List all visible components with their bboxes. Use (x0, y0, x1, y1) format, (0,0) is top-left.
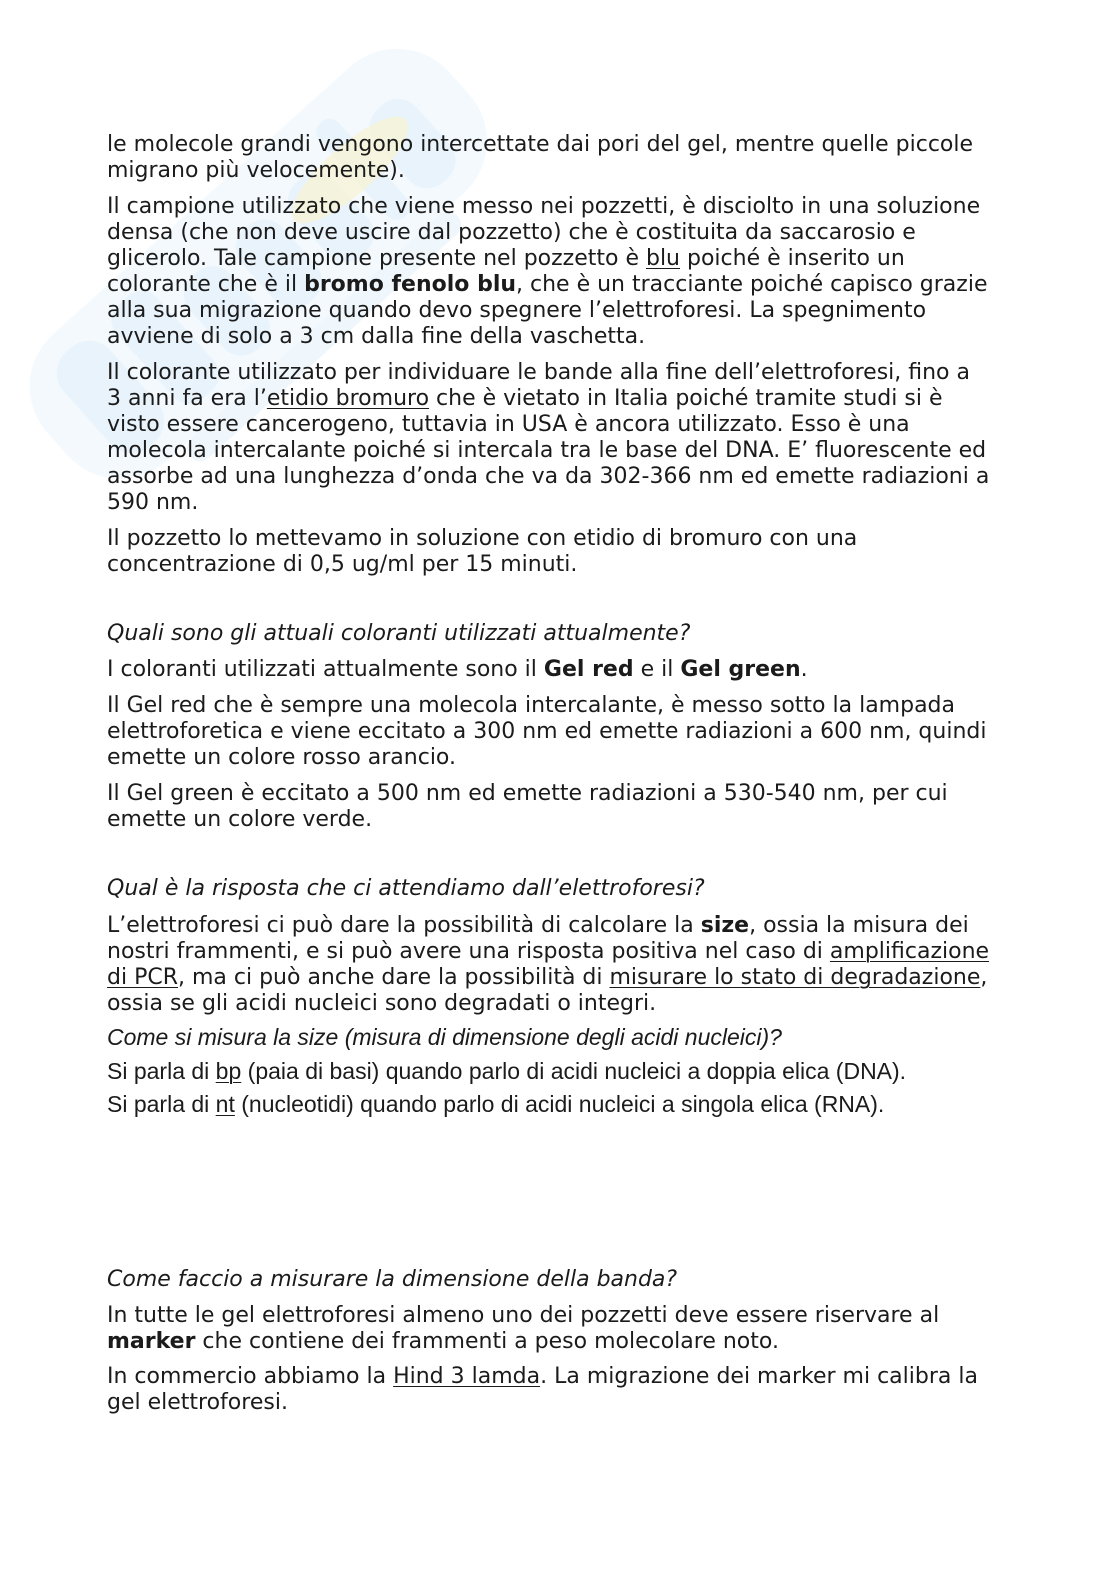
paragraph-marker (107, 1303, 939, 1355)
text-segment: poiché è inserito un (680, 246, 905, 271)
text-line (107, 1058, 906, 1084)
text-line (107, 464, 989, 490)
text-line (107, 194, 987, 220)
paragraph-gel-pores (107, 132, 973, 184)
text-segment: 590 nm. (107, 490, 199, 515)
text-line (107, 1329, 939, 1355)
text-line (107, 158, 973, 184)
bold-text: marker (107, 1329, 196, 1354)
text-segment: concentrazione di 0,5 ug/ml per 15 minuti. (107, 552, 578, 577)
text-line (107, 719, 986, 745)
text-segment: avviene di solo a 3 cm dalla fine della vaschetta. (107, 324, 646, 349)
text-line (107, 1364, 978, 1390)
text-segment: visto essere cancerogeno, tuttavia in USA è ancora utilizzato. Esso è una (107, 412, 910, 437)
text-line (107, 939, 989, 965)
paragraph-well-staining (107, 526, 857, 578)
text-line (107, 807, 948, 833)
text-segment: che contiene dei frammenti a peso molecolare noto. (195, 1329, 779, 1354)
text-line (107, 360, 989, 386)
text-segment: . La migrazione dei marker mi calibra la (540, 1364, 978, 1389)
text-line (107, 298, 987, 324)
text-line (107, 132, 973, 158)
text-segment: molecola intercalante poiché si intercala tra le base del DNA. E’ fluorescente ed (107, 438, 987, 463)
text-line (107, 490, 989, 516)
text-line (107, 781, 948, 807)
text-segment: elettroforetica e viene eccitato a 300 nm ed emette radiazioni a 600 nm, quindi (107, 719, 987, 744)
text-segment: gel elettroforesi. (107, 1390, 288, 1415)
text-segment: e il (633, 657, 681, 682)
text-segment: colorante che è il (107, 272, 305, 297)
text-line (107, 386, 989, 412)
text-segment: Il pozzetto lo mettevamo in soluzione con etidio di bromuro con una (107, 526, 858, 551)
text-line (107, 1303, 939, 1329)
text-segment: che è vietato in Italia poiché tramite studi si è (429, 386, 943, 411)
text-line (107, 965, 989, 991)
text-segment: 3 anni fa era l’ (107, 386, 267, 411)
question-band-size (107, 1267, 677, 1293)
text-segment: I coloranti utilizzati attualmente sono il (107, 657, 544, 682)
text-segment: migrano più velocemente). (107, 158, 405, 183)
text-segment: densa (che non deve uscire dal pozzetto) che è costituita da saccarosio e (107, 220, 916, 245)
text-line (107, 1091, 884, 1117)
paragraph-gel-red (107, 693, 986, 771)
paragraph-sample-solution (107, 194, 987, 350)
text-segment: Qual è la risposta che ci attendiamo dall’elettroforesi? (107, 876, 705, 901)
text-line (107, 552, 857, 578)
underlined-text: amplificazione (829, 939, 990, 964)
text-line (107, 657, 808, 683)
text-segment: Si parla di (107, 1058, 216, 1084)
text-segment: Come faccio a misurare la dimensione della banda? (107, 1267, 678, 1292)
paragraph-hind3-lambda (107, 1364, 978, 1416)
text-segment: Il Gel red che è sempre una molecola intercalante, è messo sotto la lampada (107, 693, 955, 718)
text-segment: assorbe ad una lunghezza d’onda che va da 302-366 nm ed emette radiazioni a (107, 464, 990, 489)
text-segment: emette un colore rosso arancio. (107, 745, 457, 770)
question-current-dyes (107, 621, 690, 647)
text-line (107, 272, 987, 298)
text-segment: , che è un tracciante poiché capisco grazie (516, 272, 988, 297)
underlined-text: bp (215, 1058, 242, 1084)
text-line (107, 876, 705, 902)
text-segment: Il colorante utilizzato per individuare le bande alla fine dell’elettroforesi, fino a (107, 360, 970, 385)
text-line (107, 991, 989, 1017)
text-segment: nostri frammenti, e si può avere una risposta positiva nel caso di (107, 939, 830, 964)
underlined-text: di PCR (107, 965, 178, 990)
text-segment: Si parla di (107, 1091, 216, 1117)
text-segment: le molecole grandi vengono intercettate dai pori del gel, mentre quelle piccole (107, 132, 974, 157)
text-line (107, 1024, 782, 1050)
text-segment: Il campione utilizzato che viene messo nei pozzetti, è disciolto in una soluzione (107, 194, 981, 219)
line-nt-definition (107, 1091, 884, 1117)
question-expected-result (107, 876, 705, 902)
text-line (107, 745, 986, 771)
text-segment: Il Gel green è eccitato a 500 nm ed emette radiazioni a 530-540 nm, per cui (107, 781, 948, 806)
text-segment: ossia se gli acidi nucleici sono degradati o integri. (107, 991, 657, 1016)
bold-text: Gel green (680, 657, 801, 682)
text-line (107, 324, 987, 350)
text-segment: Come si misura la size (misura di dimensione degli acidi nucleici)? (107, 1024, 782, 1050)
text-segment: emette un colore verde. (107, 807, 373, 832)
text-line (107, 246, 987, 272)
underlined-text: Hind 3 lamda (393, 1364, 541, 1389)
underlined-text: blu (645, 246, 681, 271)
text-line (107, 621, 690, 647)
text-line (107, 438, 989, 464)
text-segment: In tutte le gel elettroforesi almeno uno dei pozzetti deve essere riservare al (107, 1303, 940, 1328)
bold-text: Gel red (543, 657, 634, 682)
text-segment: (nucleotidi) quando parlo di acidi nucleici a singola elica (RNA). (234, 1091, 885, 1117)
text-segment: Quali sono gli attuali coloranti utilizzati attualmente? (107, 621, 691, 646)
bold-text: bromo fenolo blu (304, 272, 517, 297)
paragraph-electrophoresis-result (107, 913, 989, 1017)
underlined-text: etidio bromuro (266, 386, 430, 411)
text-line (107, 412, 989, 438)
bold-text: size (700, 913, 750, 938)
text-line (107, 693, 986, 719)
question-size-measure (107, 1024, 782, 1050)
text-line (107, 913, 989, 939)
text-segment: (paia di basi) quando parlo di acidi nucleici a doppia elica (DNA). (241, 1058, 907, 1084)
text-segment: L’elettroforesi ci può dare la possibilità di calcolare la (107, 913, 701, 938)
text-segment: In commercio abbiamo la (107, 1364, 394, 1389)
paragraph-current-dyes (107, 657, 808, 683)
text-line (107, 220, 987, 246)
text-segment: , (980, 965, 988, 990)
paragraph-gel-green (107, 781, 948, 833)
text-segment: glicerolo. Tale campione presente nel pozzetto è (107, 246, 646, 271)
text-segment: . (800, 657, 808, 682)
paragraph-ethidium-bromide (107, 360, 989, 516)
text-line (107, 1390, 978, 1416)
text-line (107, 1267, 677, 1293)
underlined-text: nt (215, 1091, 235, 1117)
underlined-text: misurare lo stato di degradazione (609, 965, 981, 990)
line-bp-definition (107, 1058, 906, 1084)
text-segment: , ma ci può anche dare la possibilità di (177, 965, 610, 990)
text-line (107, 526, 857, 552)
text-segment: alla sua migrazione quando devo spegnere l’elettroforesi. La spegnimento (107, 298, 927, 323)
text-segment: , ossia la misura dei (749, 913, 969, 938)
